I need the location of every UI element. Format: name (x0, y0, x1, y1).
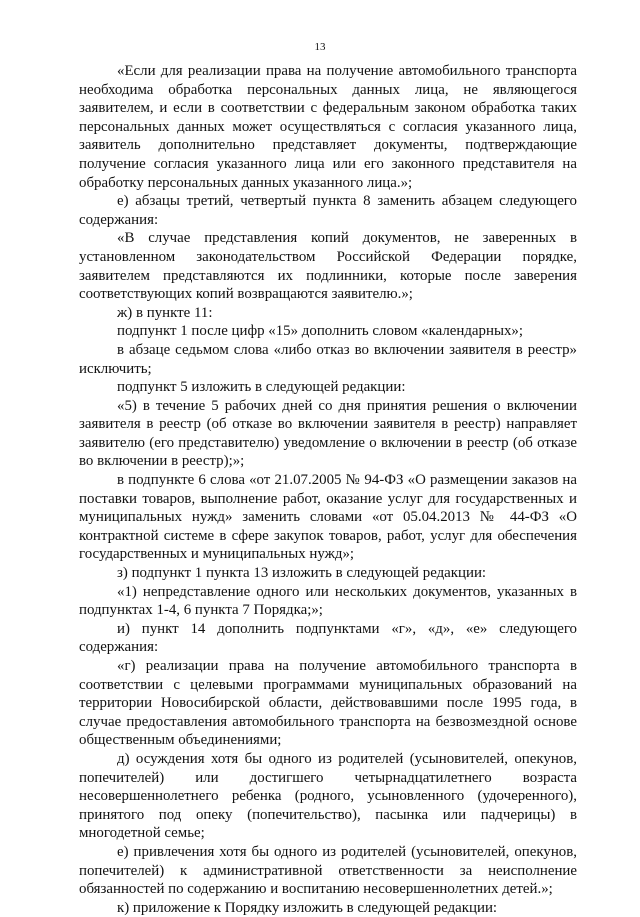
paragraph-personal-data-consent: «Если для реализации права на получение автомобильного транспорта необходима обработка персональных данных лица, не являющегося заявителем, и если в соответствии с федеральным законом обработка таких персональных данных может осуществляться с согласия указанного лица, заявитель дополнительно представляет документы, подтверждающие получение согласия указанного лица или его законного представителя на обработку персональных данных указанного лица.»; (79, 63, 577, 191)
paragraph-seventh-paragraph-exclude: в абзаце седьмом слова «либо отказ во включении заявителя в реестр» исключить; (79, 341, 577, 377)
paragraph-subitem-e: е) привлечения хотя бы одного из родителей (усыновителей, опекунов, попечителей) к административной ответственности за неисполнение обязанностей по содержанию и воспитанию несовершеннолетних детей.»; (79, 843, 577, 898)
paragraph-subitem-5-text: «5) в течение 5 рабочих дней со дня принятия решения о включении заявителя в реестр (об отказе во включении заявителя в реестр) направляет заявителю (его представителю) уведомление о включении в реестр (об отказе во включении в реестр);»; (79, 397, 577, 470)
paragraph-subitem-1-non-submission: «1) непредставление одного или нескольких документов, указанных в подпунктах 1-4, 6 пункта 7 Порядка;»; (79, 583, 577, 619)
paragraph-item-zh-point-11: ж) в пункте 11: (117, 304, 213, 321)
paragraph-copies-of-documents: «В случае представления копий документов, не заверенных в установленном законодательством Российской Федерации порядке, заявителем представляются их подлинники, которые после заверения соответствующих копий возвращаются заявителю.»; (79, 230, 577, 303)
paragraph-item-k-appendix: к) приложение к Порядку изложить в следующей редакции: (117, 899, 498, 916)
paragraph-subitem-g: «г) реализации права на получение автомобильного транспорта в соответствии с целевыми программами муниципальных образований на территории Новосибирской области, действовавшими после 1995 года, в случае предоставления автомобильного транспорта на безвозмездной основе общественным объединениями; (79, 658, 577, 749)
paragraph-subitem-1-calendar: подпункт 1 после цифр «15» дополнить словом «календарных»; (117, 323, 523, 340)
paragraph-item-z-point-13: з) подпункт 1 пункта 13 изложить в следующей редакции: (117, 565, 487, 582)
paragraph-subitem-6-federal-law: в подпункте 6 слова «от 21.07.2005 № 94-ФЗ «О размещении заказов на поставки товаров, выполнение работ, оказание услуг для государственных и муниципальных нужд» заменить словами «от 05.04.2013 № 44-ФЗ «О контрактной системе в сфере закупок товаров, работ, услуг для обеспечения государственных и муниципальных нужд»; (79, 472, 577, 563)
paragraph-item-i-point-14: и) пункт 14 дополнить подпунктами «г», «д», «е» следующего содержания: (79, 620, 577, 656)
paragraph-subitem-5-new-wording: подпункт 5 изложить в следующей редакции: (117, 379, 406, 396)
document-body (79, 62, 577, 917)
paragraph-item-e-replace-point-8: е) абзацы третий, четвертый пункта 8 заменить абзацем следующего содержания: (79, 193, 577, 228)
paragraph-subitem-d: д) осуждения хотя бы одного из родителей (усыновителей, опекунов, попечителей) или достигшего четырнадцатилетнего возраста несовершеннолетнего ребенка (родного, усыновленного (удочеренного), принятого под опеку (попечительство), пасынка или падчерицы) в многодетной семье; (79, 750, 577, 842)
page-number: 13 (314, 41, 326, 53)
